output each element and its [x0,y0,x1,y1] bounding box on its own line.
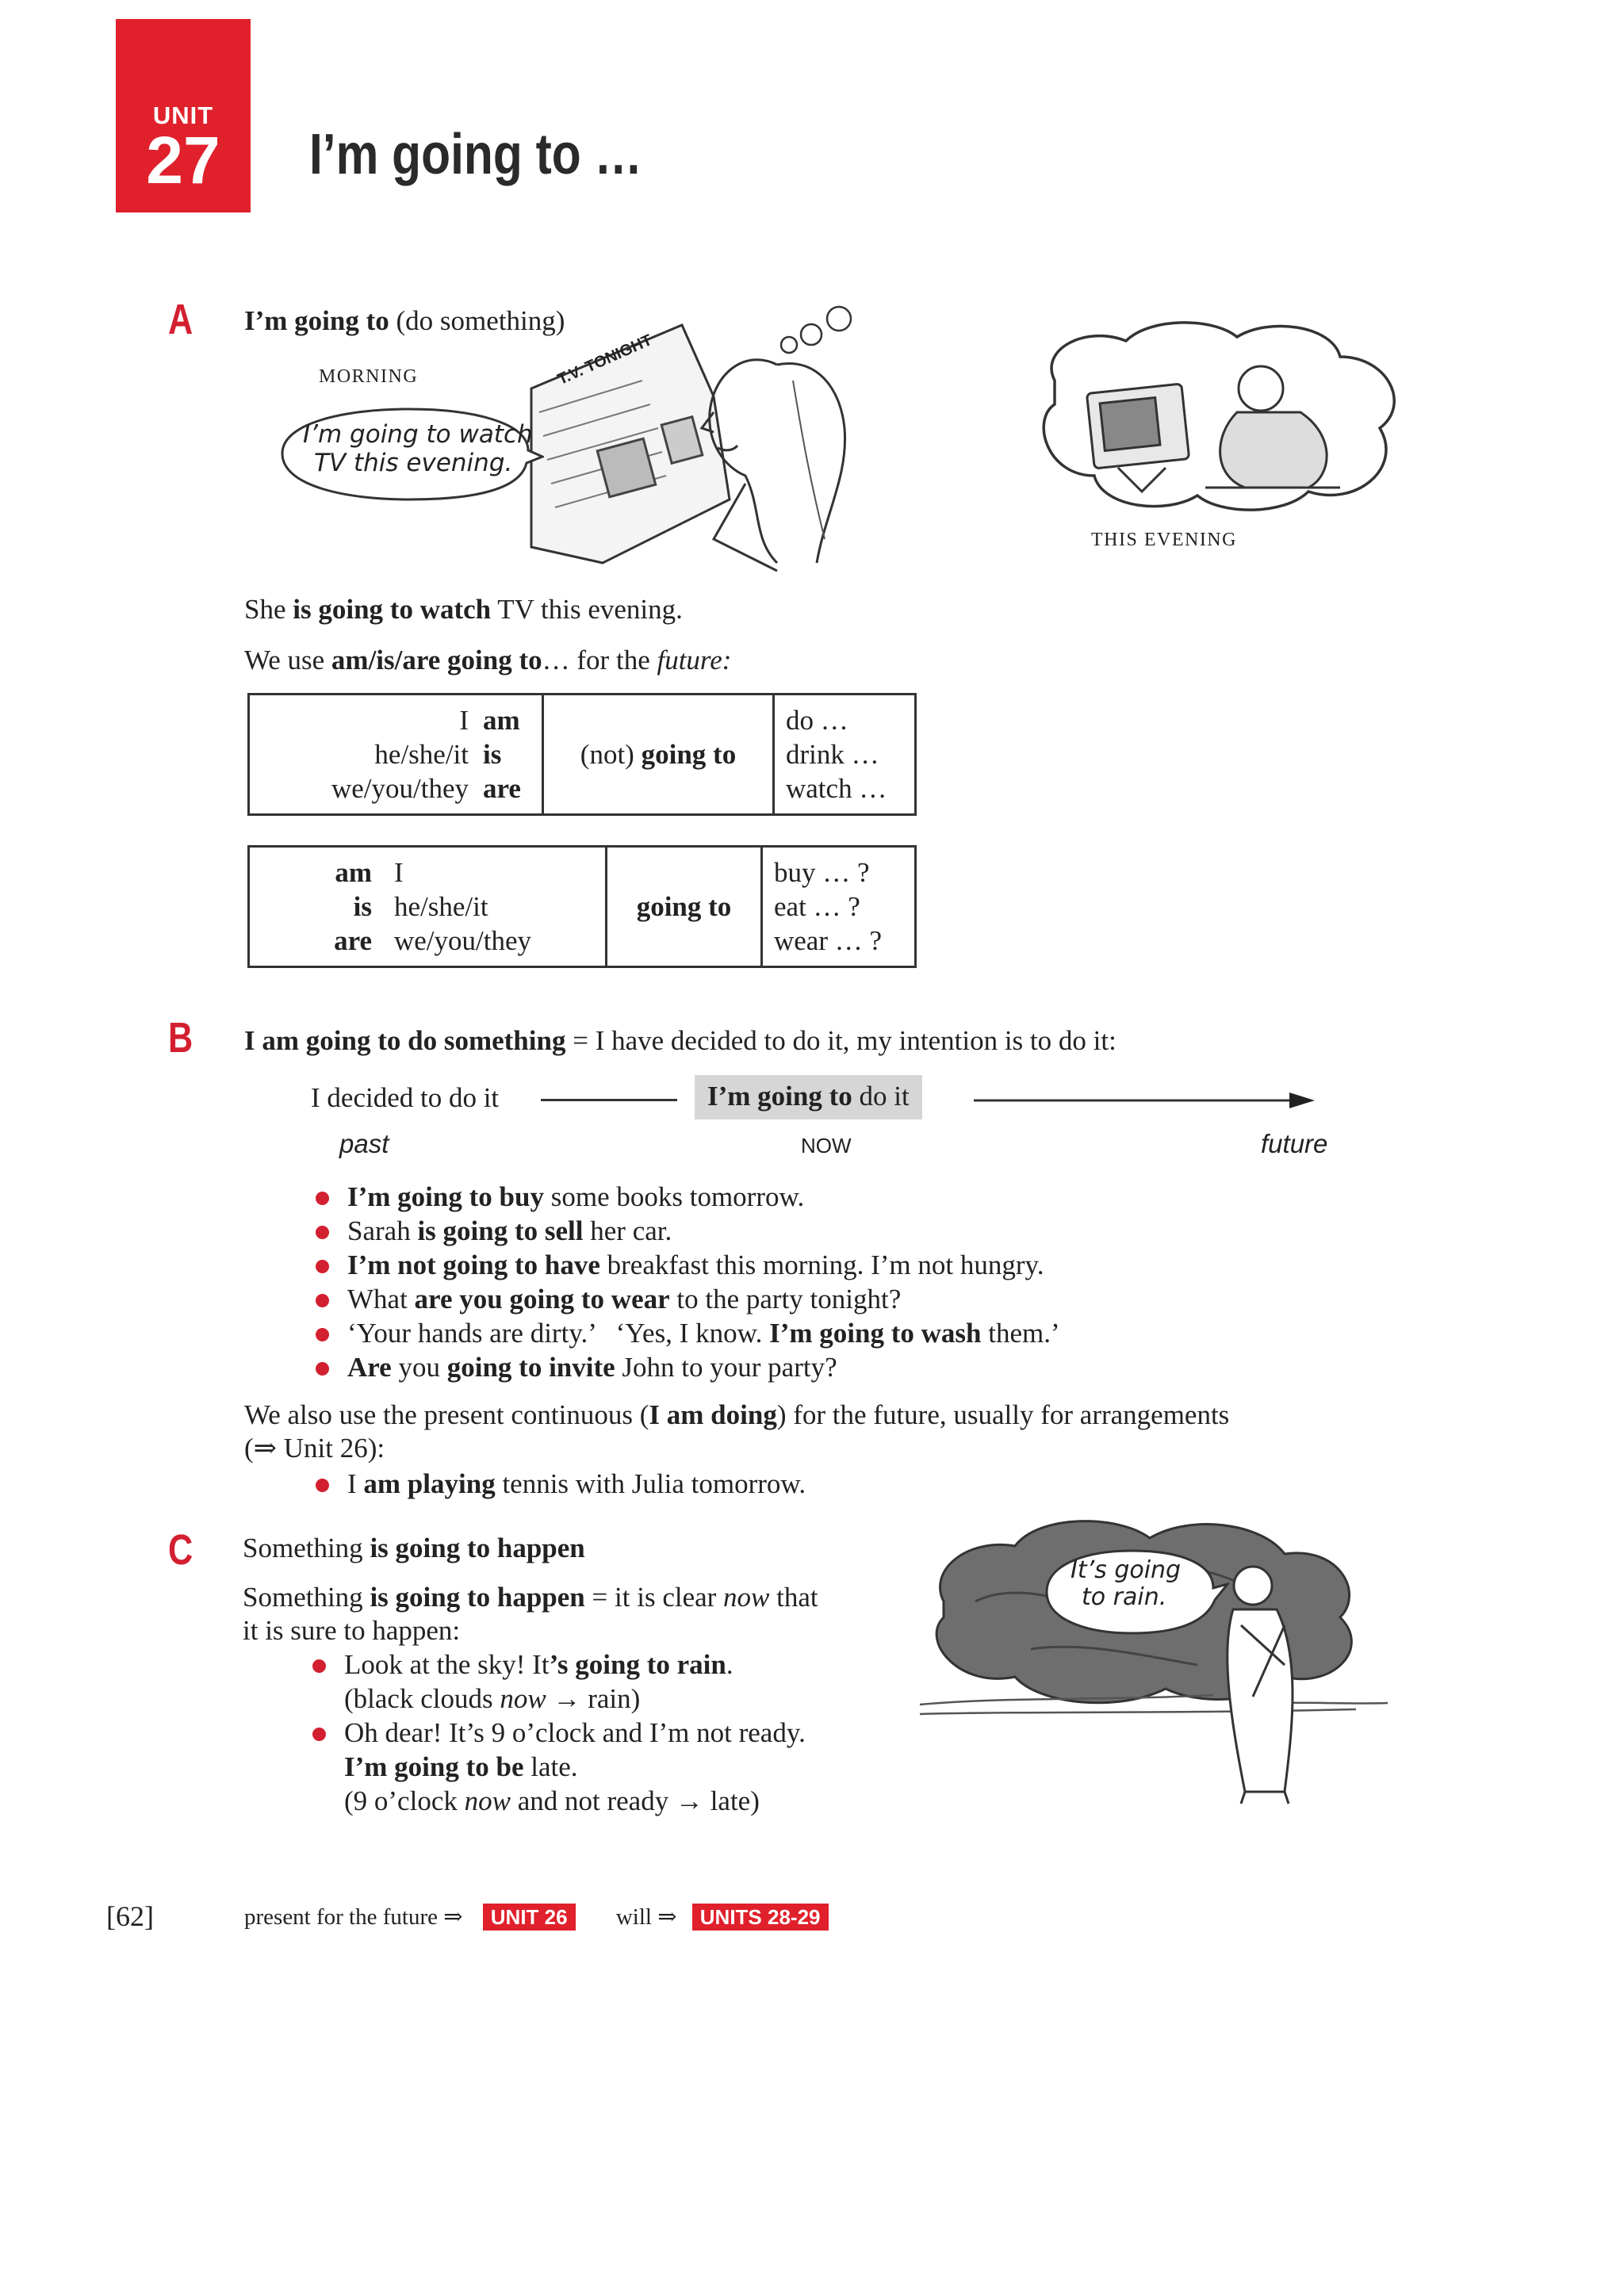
units-28-29-link[interactable]: UNITS 28-29 [692,1904,829,1931]
c-ex1-a: Look at the sky! It [344,1649,550,1680]
ex-a: ‘Your hands are dirty.’ ‘Yes, I know. [347,1318,770,1349]
table1-verb: is [483,739,502,770]
s1-a: She [244,594,293,625]
timeline-now-box [695,1075,922,1119]
speech-text [303,420,533,477]
c-def-c: that [769,1582,818,1613]
unit-badge [116,19,251,212]
also-ex-b: tennis with Julia tomorrow. [495,1468,806,1499]
c-def-bold: is going to happen [370,1582,585,1613]
table1-verb: are [483,773,521,804]
timeline-future: future [1261,1129,1328,1158]
table1-ending: do … [786,705,848,736]
c-note1-a: (black clouds [344,1683,500,1714]
newspaper-headline: T.V. TONIGHT [555,331,655,389]
list-item [314,1248,1060,1282]
speech-line-2: TV this evening. [314,449,513,477]
table1-subject: he/she/it [374,739,469,770]
ex-c: you [391,1352,447,1383]
c-note2-a: (9 o’clock [344,1785,465,1816]
table1-middle-cell [543,695,774,815]
section-letter-b: B [168,1014,193,1062]
also-use-line-2: (⇒ Unit 26): [244,1433,385,1464]
c-ex2-line1: Oh dear! It’s 9 o’clock and I’m not ready. [344,1717,806,1748]
section-b-intro [244,1024,1116,1058]
list-item [311,1647,806,1682]
footer-crossrefs [244,1903,829,1931]
table1-subject: we/you/they [331,773,469,804]
ex-b: are you going to wear [414,1284,670,1314]
table2-endings-cell [762,847,916,967]
table2-subject: we/you/they [394,925,532,956]
ex-c: some books tomorrow. [543,1181,805,1212]
b-intro-bold: I am going to do something [244,1025,566,1056]
table2-verb: are [334,925,372,956]
list-item [314,1214,1060,1248]
page-number: [62] [106,1900,154,1932]
footer-text-2: will ⇒ [615,1904,677,1930]
ex-a: What [347,1284,415,1314]
c-note2-italic: now [464,1785,511,1816]
b-intro-rest: = I have decided to do it, my intention is to do it: [565,1025,1116,1056]
s2-italic: future: [657,645,732,675]
also-use-example [314,1467,806,1501]
ex-b: Are [347,1352,392,1383]
also-ex-bold: am playing [363,1468,496,1499]
table1-going-to: going to [641,739,737,770]
table2-verb-subject-cell [249,847,607,967]
timeline-box-bold: I’m going to [707,1081,852,1112]
ex-c: to the party tonight? [669,1284,902,1314]
list-item [314,1467,806,1501]
list-item [314,1180,1060,1214]
s2-b: … for the [542,645,657,675]
ex-c: her car. [583,1215,672,1246]
also-bold: I am doing [649,1399,777,1430]
unit-number: 27 [146,123,220,197]
timeline-now: NOW [801,1134,852,1158]
ex-a: Sarah [347,1215,418,1246]
timeline-past: past [339,1129,389,1158]
table-questions [247,845,917,968]
also-b: ) for the future, usually for arrangements [776,1399,1230,1430]
section-c-definition-1 [243,1581,818,1614]
table2-ending: buy … ? [774,857,870,888]
table1-not: (not) [580,739,642,770]
table1-subject: I [459,705,469,736]
c-heading-a: Something [243,1533,370,1563]
rain-speech-line-2: to rain. [1082,1583,1167,1611]
speech-text-rain [1071,1557,1181,1611]
s2-a: We use [244,645,331,675]
speech-line-1: I’m going to watch [303,420,533,449]
sentence-she-is-going [244,593,683,626]
ex-b: I’m going to wash [769,1318,982,1349]
table1-endings-cell [774,695,916,815]
c-note1-italic: now [500,1683,546,1714]
timeline-box-rest: do it [852,1081,910,1112]
timeline-left-text: I decided to do it [311,1082,500,1113]
table2-ending: eat … ? [774,891,860,922]
c-ex1-bold: ’s going to rain [549,1649,726,1680]
list-item [314,1282,1060,1316]
table-affirmative [247,693,917,816]
also-ex-a: I [347,1468,364,1499]
list-item-note [311,1784,806,1818]
section-c-definition-2: it is sure to happen: [243,1615,461,1646]
sentence-we-use [244,644,731,677]
section-letter-c: C [168,1526,193,1574]
list-item [311,1716,806,1750]
table2-ending: wear … ? [774,925,883,956]
unit-26-link[interactable]: UNIT 26 [483,1904,576,1931]
s2-bold: am/is/are going to [331,645,542,675]
section-b-examples [314,1180,1060,1384]
c-ex2-bold: I’m going to be [344,1751,524,1782]
table1-verb: am [483,705,520,736]
section-letter-a: A [168,296,193,343]
ex-b: I’m not going to have [347,1249,600,1280]
table1-ending: drink … [786,739,879,770]
ex-d: going to invite [446,1352,615,1383]
list-item [314,1350,1060,1384]
table1-subject-verb-cell [249,695,543,815]
table2-subject: I [394,857,404,888]
s1-b: TV this evening. [491,594,683,625]
c-ex2-b: late. [523,1751,578,1782]
list-item [314,1316,1060,1350]
ex-c: breakfast this morning. I’m not hungry. [599,1249,1044,1280]
c-def-a: Something [243,1582,370,1613]
table2-subject: he/she/it [394,891,488,922]
table2-verb: am [335,857,372,888]
section-c-examples [311,1647,806,1818]
rain-speech-line-1: It’s going [1071,1556,1182,1584]
timeline-line-left [541,1099,677,1101]
list-item-note [311,1682,806,1716]
unit-word: UNIT [152,101,214,129]
c-def-italic: now [723,1582,770,1613]
ex-b: I’m going to buy [347,1181,544,1212]
evening-label: THIS EVENING [1091,530,1237,550]
s1-bold: is going to watch [293,594,492,625]
c-note1-b: → rain) [546,1683,641,1714]
c-heading-bold: is going to happen [370,1533,585,1563]
ex-b: is going to sell [417,1215,584,1246]
morning-label: MORNING [319,366,419,387]
footer-text-1: present for the future ⇒ [244,1904,463,1930]
heading-bold: I’m going to [244,305,389,336]
table2-verb: is [353,891,372,922]
thought-cloud-tv-illustration [1023,317,1419,523]
c-def-b: = it is clear [584,1582,724,1613]
heading-rest: (do something) [389,305,565,336]
ex-e: John to your party? [615,1352,837,1383]
table2-going-to: going to [607,847,762,967]
section-c-heading [243,1532,585,1565]
c-note2-b: and not ready → late) [510,1785,760,1816]
list-item-cont [311,1750,806,1784]
also-use-line-1 [244,1399,1229,1432]
table1-ending: watch … [786,773,887,804]
ex-c: them.’ [981,1318,1060,1349]
timeline-arrow [974,1091,1316,1110]
also-a: We also use the present continuous ( [244,1399,649,1430]
c-ex1-b: . [726,1649,733,1680]
page-title: I’m going to … [309,123,642,186]
